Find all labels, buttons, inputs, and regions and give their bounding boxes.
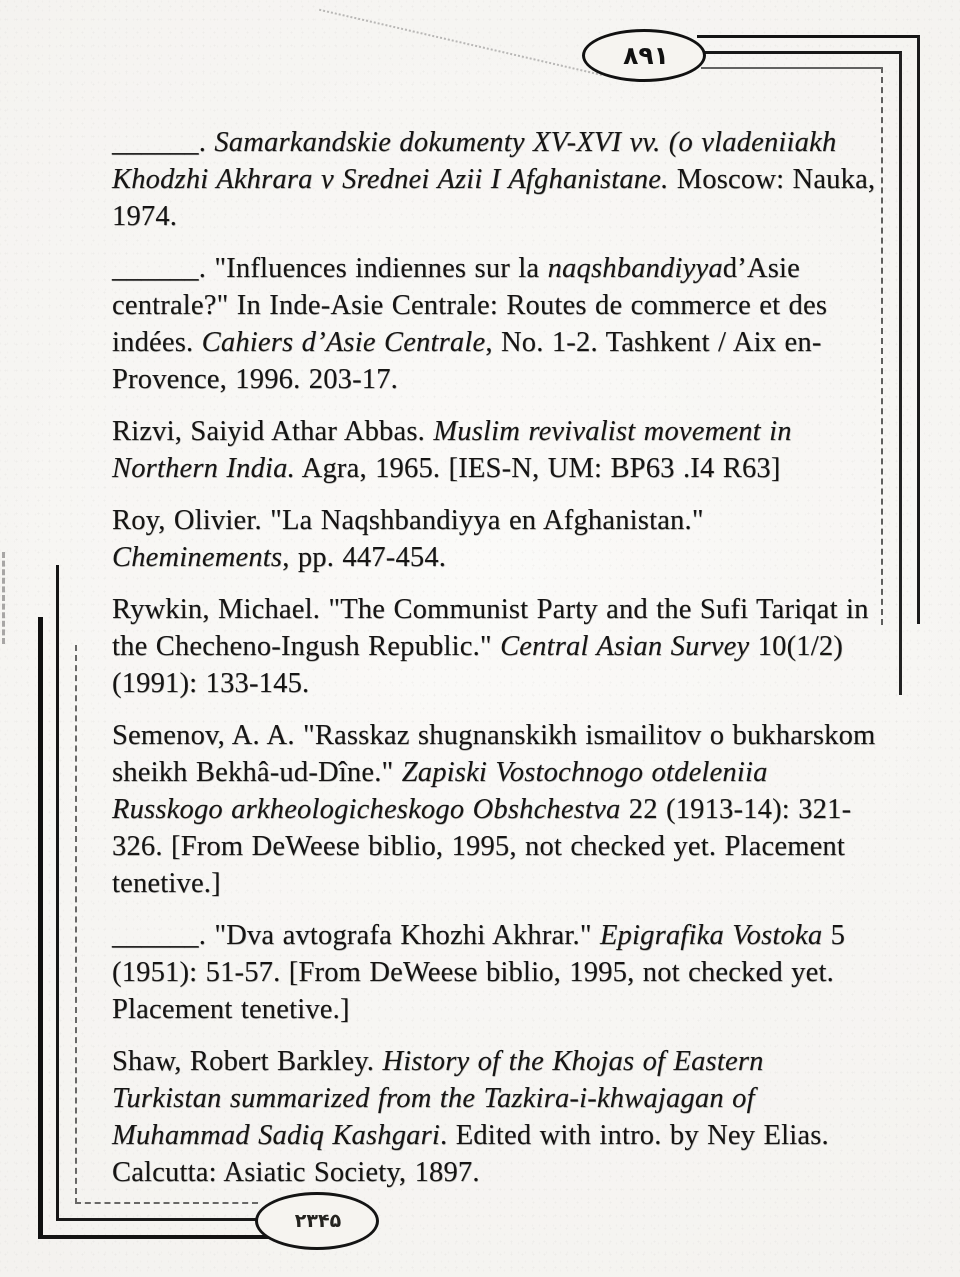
entry-segment: Semenov, A. A. "Rasskaz shugnanskikh ismailitov o bukharskom sheikh Bekhâ-ud-Dîne." [112, 720, 876, 788]
bib-entry [112, 413, 876, 487]
page-number-bottom: ۲۳۴۵ [294, 1210, 342, 1232]
entry-segment: Cahiers d’Asie Centrale [201, 327, 486, 358]
entry-segment: 5 (1951): 51-57. [From DeWeese biblio, 1995, not checked yet. Placement tenetive.] [112, 920, 846, 1025]
entry-segment: , No. 1-2. Tashkent / Aix en-Provence, 1996. 203-17. [112, 327, 822, 395]
entry-segment: Rywkin, Michael. "The Communist Party and the Sufi Tariqat in the Checheno-Ingush Republic." [112, 594, 869, 662]
bib-entry [112, 502, 876, 576]
entry-segment: Epigrafika Vostoka [600, 920, 823, 951]
entry-segment: Shaw, Robert Barkley. [112, 1046, 383, 1077]
bib-entry [112, 717, 876, 902]
bib-entry [112, 591, 876, 702]
entry-segment: Agra, 1965. [IES-N, UM: BP63 .I4 R63] [294, 453, 781, 484]
bib-entry [112, 124, 876, 235]
entry-segment: , pp. 447-454. [282, 542, 447, 573]
entry-segment: Moscow: Nauka, 1974. [112, 164, 876, 232]
entry-segment: Central Asian Survey [500, 631, 750, 662]
entry-segment: Roy, Olivier. "La Naqshbandiyya en Afghanistan." [112, 505, 704, 536]
scan-artifact-diagonal [319, 9, 602, 76]
entry-segment: Cheminements [112, 542, 283, 573]
scan-artifact-left-edge [2, 552, 5, 644]
entry-segment: 10(1/2) (1991): 133-145. [112, 631, 843, 699]
entry-segment: . Edited with intro. by Ney Elias. Calcutta: Asiatic Society, 1897. [112, 1120, 829, 1188]
bib-entry [112, 250, 876, 398]
entry-segment: 22 (1913-14): 321-326. [From DeWeese biblio, 1995, not checked yet. Placement tenetive.] [112, 794, 852, 899]
page-number-top: ٨٩١ [623, 41, 669, 70]
entry-segment: History of the Khojas of Eastern Turkistan summarized from the Tazkira-i-khwajagan of Muhammad Sadiq Kashgari [112, 1046, 764, 1151]
bib-entry [112, 917, 876, 1028]
bibliography-entries [112, 124, 876, 1206]
page-number-stamp-top [582, 29, 706, 82]
entry-segment: Muslim revivalist movement in Northern India. [112, 416, 792, 484]
entry-segment: naqshbandiyya [547, 253, 723, 284]
entry-segment: d’Asie centrale?" In Inde-Asie Centrale: Routes de commerce et des indées. [112, 253, 828, 358]
entry-segment: ______. "Dva avtografa Khozhi Akhrar." [112, 920, 600, 951]
bib-entry [112, 1043, 876, 1191]
page-number-stamp-bottom [255, 1192, 379, 1250]
entry-segment: Rizvi, Saiyid Athar Abbas. [112, 416, 434, 447]
entry-segment: Samarkandskie dokumenty XV-XVI vv. (o vladeniiakh Khodzhi Akhrara v Srednei Azii I Afghanistane. [112, 127, 837, 195]
entry-segment: ______. "Influences indiennes sur la [112, 253, 548, 284]
entry-segment: Zapiski Vostochnogo otdeleniia Russkogo arkheologicheskogo Obshchestva [112, 757, 768, 825]
entry-segment: ______. [112, 127, 215, 158]
